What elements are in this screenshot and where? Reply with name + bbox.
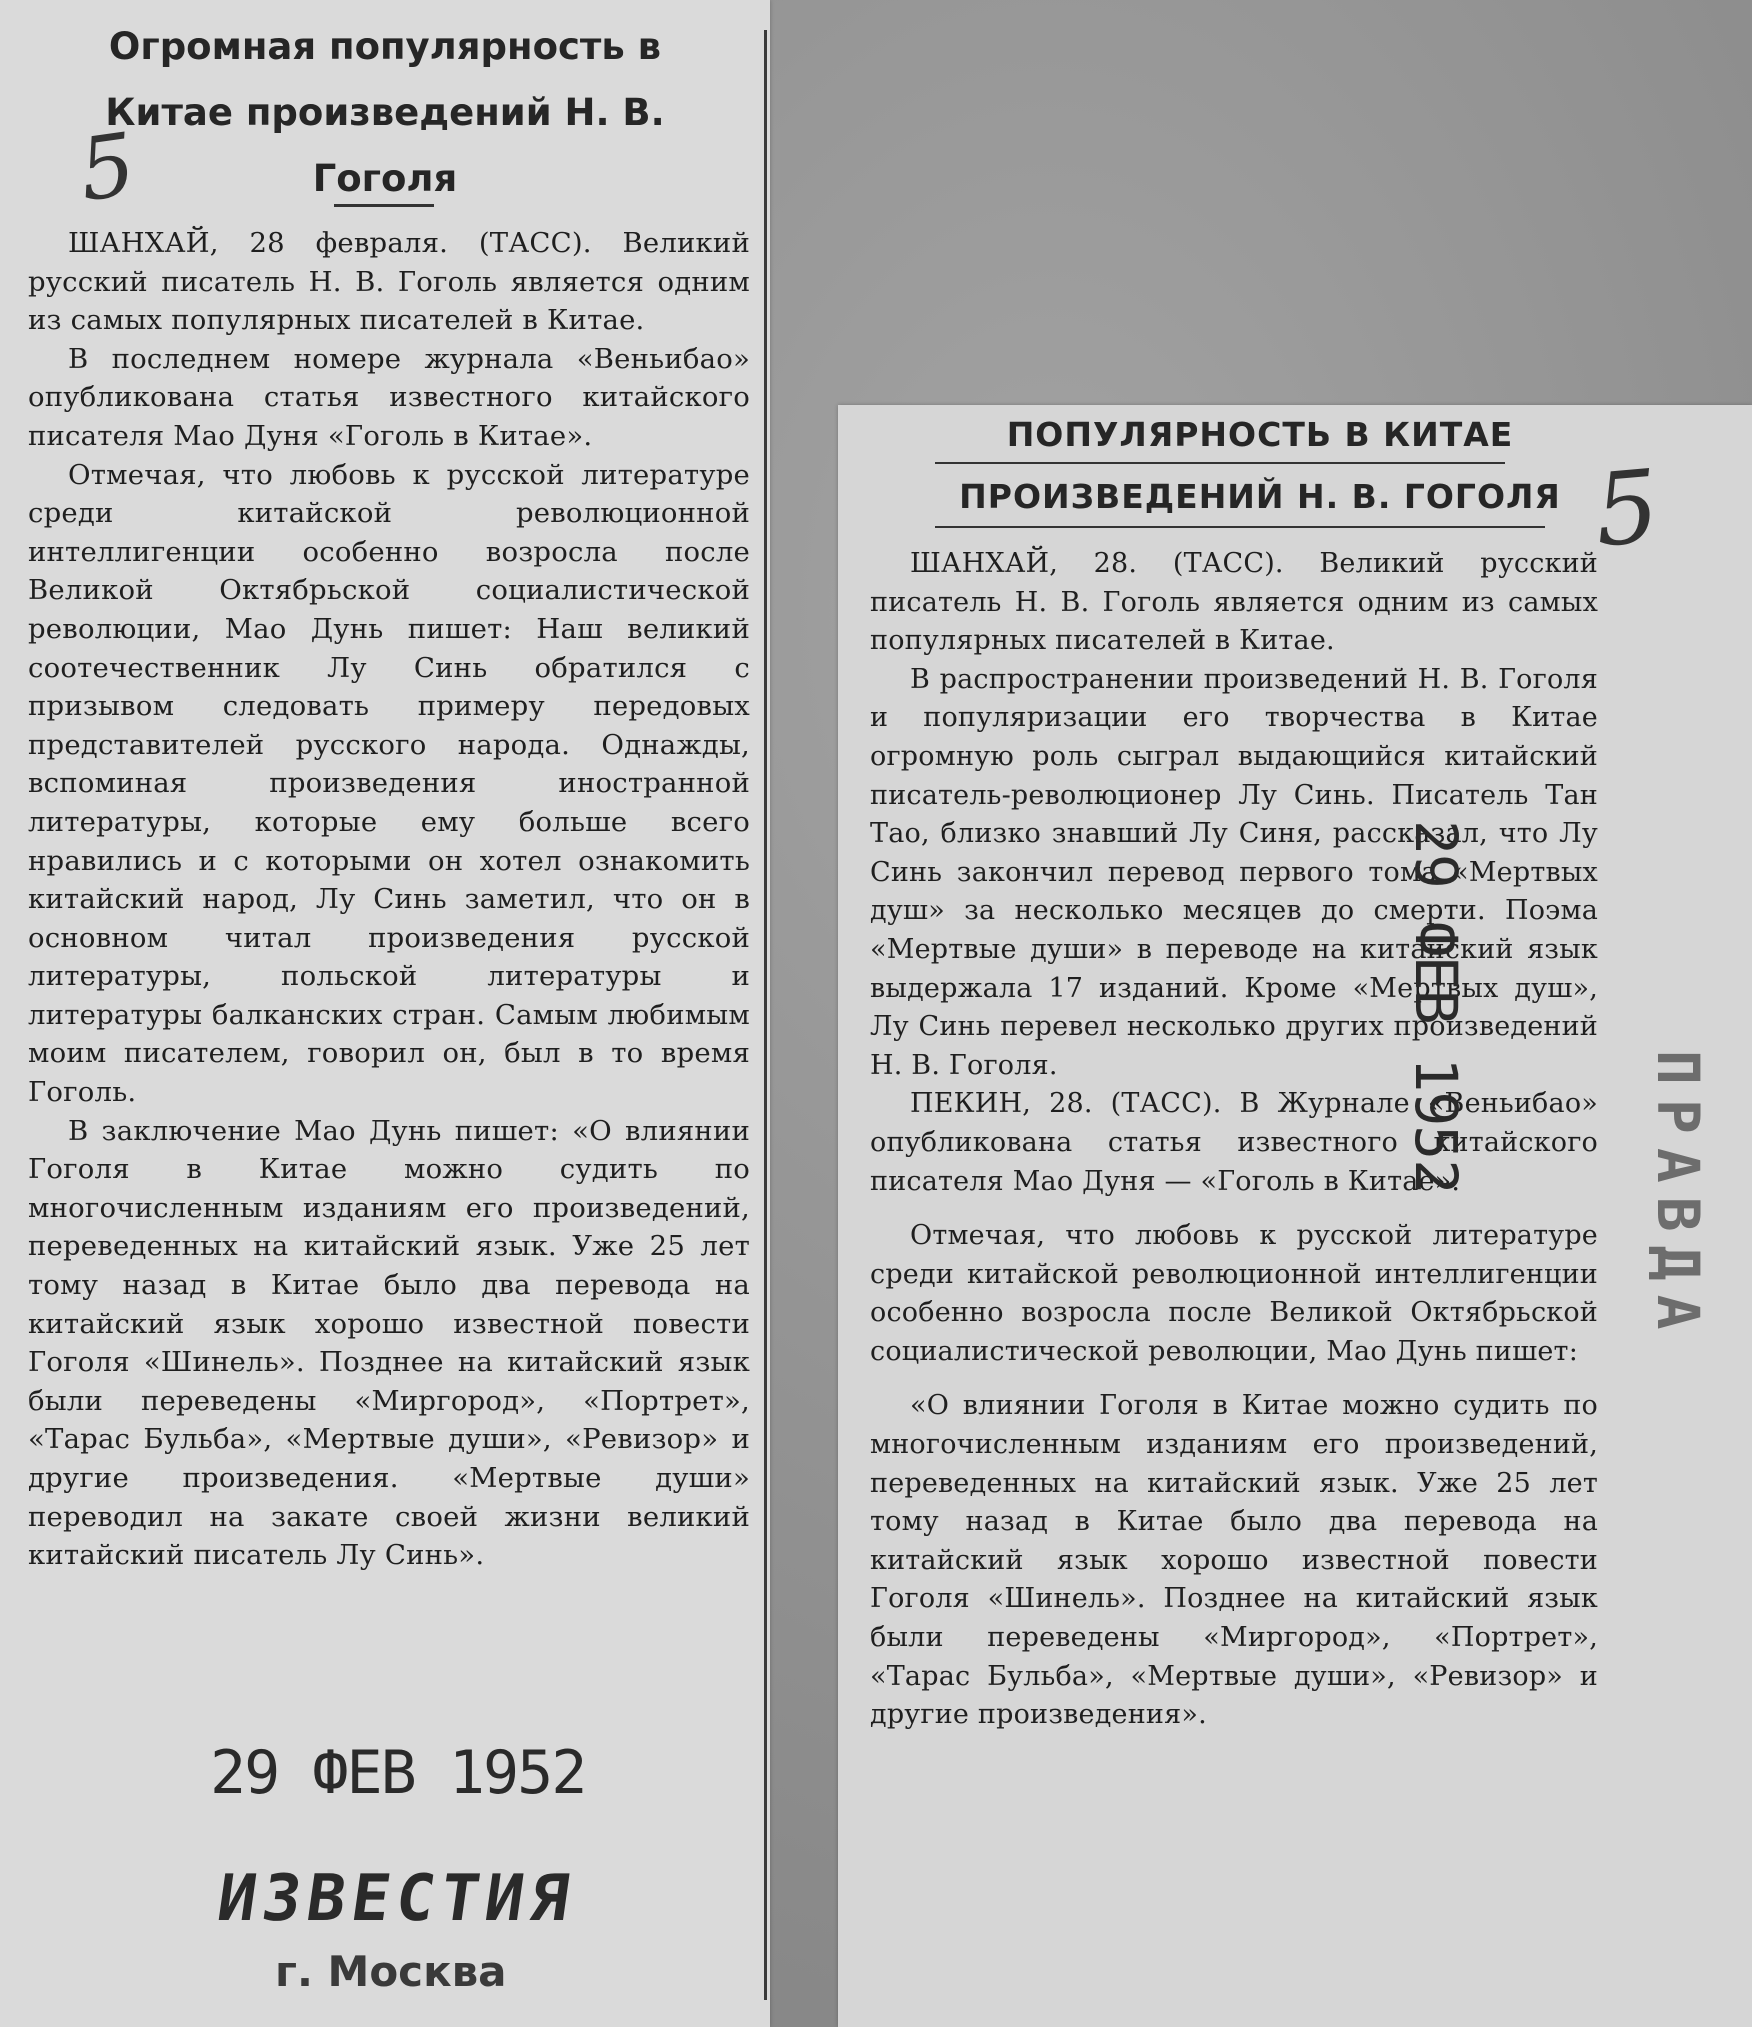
left-paragraph: В последнем номере журнала «Веньибао» опубликована статья известного китайского писателя Мао Дуня «Гоголь в Китае». bbox=[28, 342, 750, 452]
left-clipping-edge bbox=[764, 30, 767, 2000]
right-headline-rule bbox=[935, 462, 1505, 464]
right-headline-line1: ПОПУЛЯРНОСТЬ В КИТАЕ bbox=[1006, 415, 1514, 454]
paragraph-gap bbox=[870, 1371, 1598, 1387]
left-handwritten-mark: 5 bbox=[73, 114, 142, 222]
left-paragraph: В заключение Мао Дунь пишет: «О влиянии Гоголя в Китае можно судить по многочисленным изданиям его произведений, переведенных на китайский язык. Уже 25 лет тому назад в Китае было два перевода на китайский язык хорошо известной повести Гоголя «Шинель». Позднее на китайский язык были переведены «Миргород», «Портрет», «Тарас Бульба», «Мертвые души», «Ревизор» и другие произведения. «Мертвые души» переводил на закате своей жизни великий китайский писатель Лу Синь». bbox=[28, 1114, 750, 1572]
left-date-stamp: 29 ФЕВ 1952 bbox=[210, 1738, 586, 1808]
left-paragraph: Отмечая, что любовь к русской литературе среди китайской революционной интеллигенции особенно возросла после Великой Октябрьской социалистической революции, Мао Дунь пишет: Наш великий соотечественник Лу Синь обратился с призывом следовать примеру передовых представителей русского народа. Однажды, вспоминая произведения иностранной литературы, которые ему больше всего нравились и с которыми он хотел ознакомить китайский народ, Лу Синь заметил, что он в основном читал произведения русской литературы, польской литературы и литературы балканских стран. Самым любимым моим писателем, говорил он, был в то время Гоголь. bbox=[28, 458, 750, 1109]
right-handwritten-mark: 5 bbox=[1590, 447, 1664, 570]
left-city-stamp: г. Москва bbox=[275, 1947, 507, 1996]
right-paragraph: ШАНХАЙ, 28. (ТАСС). Великий русский писатель Н. В. Гоголь является одним из самых популярных писателей в Китае. bbox=[870, 548, 1598, 657]
right-headline-line2: ПРОИЗВЕДЕНИЙ Н. В. ГОГОЛЯ bbox=[959, 477, 1561, 516]
left-article-body bbox=[28, 224, 750, 1575]
right-paragraph: ПЕКИН, 28. (ТАСС). В Журнале «Веньибао» опубликована статья известного китайского писателя Мао Дуня — «Гоголь в Китае». bbox=[870, 1088, 1598, 1197]
right-paragraph: В распространении произведений Н. В. Гоголя и популяризации его творчества в Китае огромную роль сыграл выдающийся китайский писатель-революционер Лу Синь. Писатель Тан Тао, близко знавший Лу Синя, рассказал, что Лу Синь закончил перевод первого тома «Мертвых душ» за несколько месяцев до смерти. Поэма «Мертвые души» в переводе на китайский язык выдержала 17 изданий. Кроме «Мертвых душ», Лу Синь перевел несколько других произведений Н. В. Гоголя. bbox=[870, 663, 1598, 1081]
left-headline: Огромная популярность в Китае произведений Н. В. Гоголя bbox=[105, 25, 665, 200]
right-article-body bbox=[870, 545, 1598, 1735]
right-paragraph: Отмечая, что любовь к русской литературе среди китайской революционной интеллигенции особенно возросла после Великой Октябрьской социалистической революции, Мао Дунь пишет: bbox=[870, 1220, 1598, 1367]
paragraph-gap bbox=[870, 1201, 1598, 1217]
right-date-stamp: 29 ФЕВ 1952 bbox=[1402, 820, 1470, 1194]
right-quote-paragraph: «О влиянии Гоголя в Китае можно судить по многочисленным изданиям его произведений, переведенных на китайский язык. Уже 25 лет тому назад в Китае было два перевода на китайский язык хорошо известной повести Гоголя «Шинель». Позднее на китайский язык были переведены «Миргород», «Портрет», «Тарас Бульба», «Мертвые души», «Ревизор» и другие произведения». bbox=[870, 1390, 1598, 1731]
right-newspaper-stamp: ПРАВДА bbox=[1644, 1050, 1712, 1344]
right-headline-rule bbox=[935, 526, 1545, 528]
left-paragraph: ШАНХАЙ, 28 февраля. (ТАСС). Великий русский писатель Н. В. Гоголь является одним из самых популярных писателей в Китае. bbox=[28, 227, 750, 337]
left-headline-rule bbox=[334, 204, 434, 207]
left-newspaper-stamp: ИЗВЕСТИЯ bbox=[212, 1862, 580, 1936]
